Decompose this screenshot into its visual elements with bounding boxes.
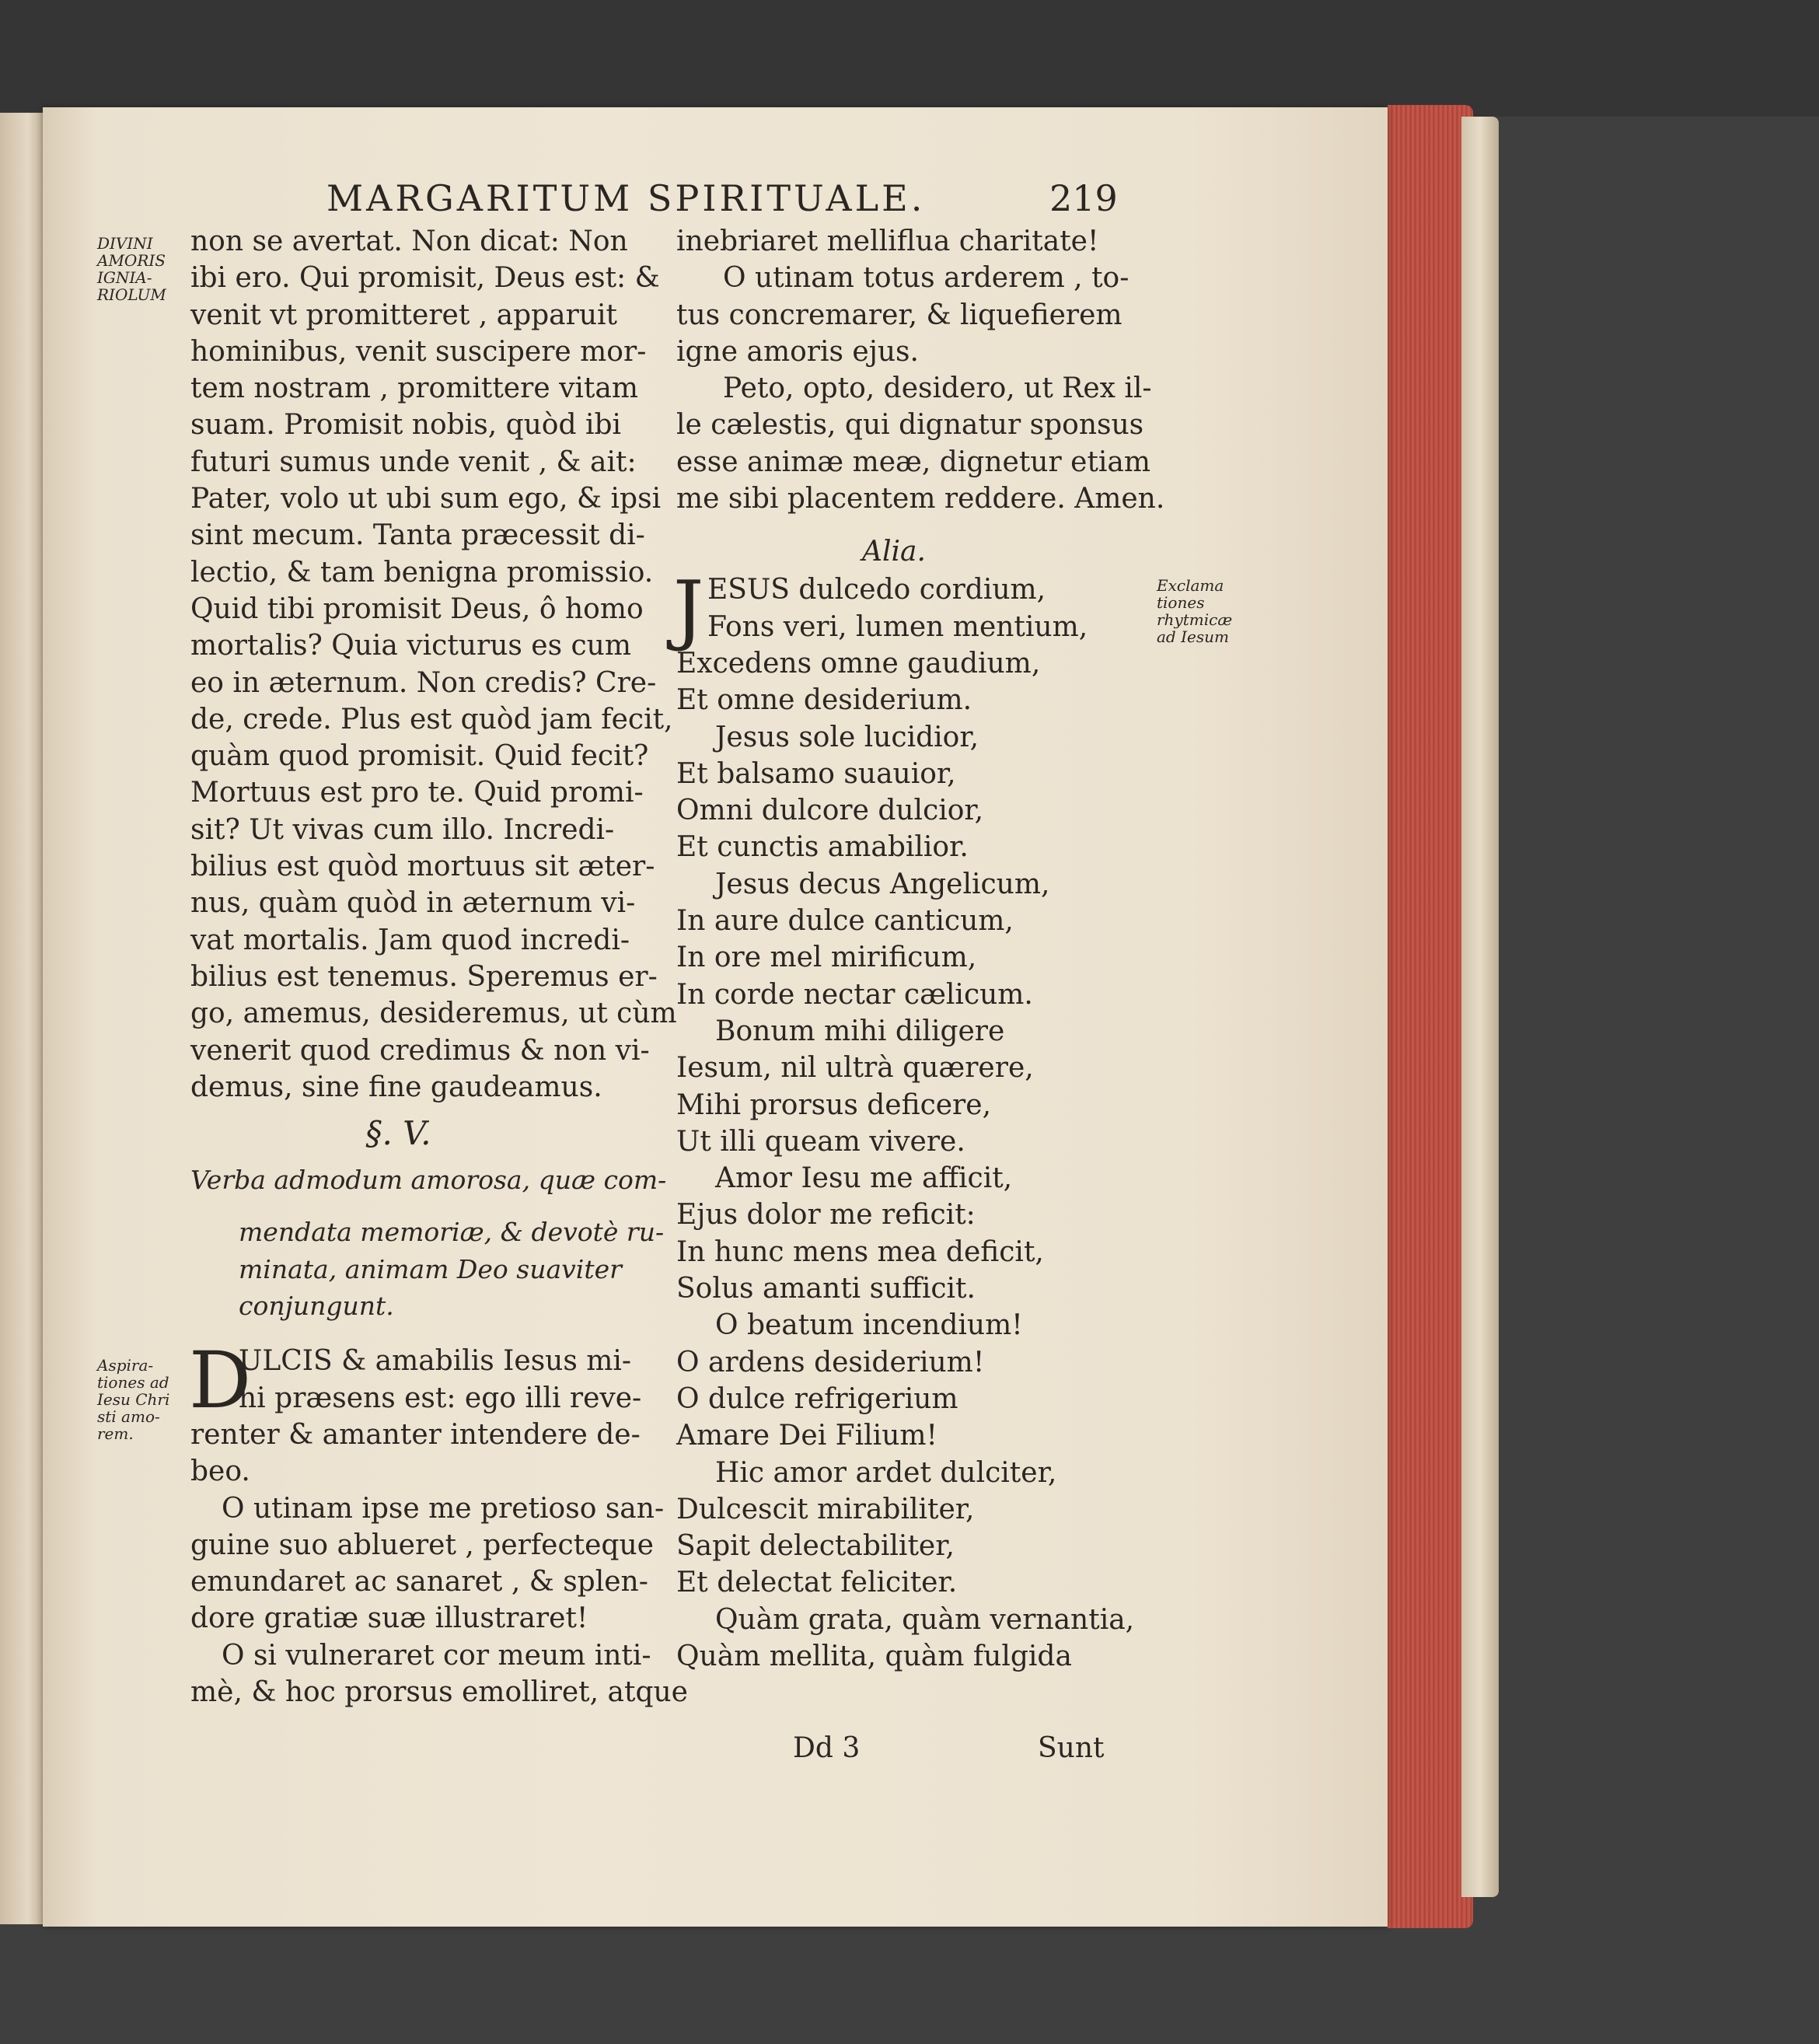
marginal-line: RIOLUM: [97, 285, 166, 304]
text-line: Peto, opto, desidero, ut Rex il-: [723, 372, 1152, 405]
signature-mark: Dd 3: [793, 1732, 861, 1764]
summary-line: mendata memoriæ, & devotè ru-: [239, 1217, 665, 1248]
hymn-line: O beatum incendium!: [715, 1309, 1023, 1342]
text-line: futuri sumus unde venit , & ait:: [190, 445, 637, 478]
drop-capital: J: [673, 565, 704, 655]
hymn-line: Et balsamo suauior,: [676, 757, 956, 790]
hymn-line: Et omne desiderium.: [676, 684, 972, 717]
text-line: de, crede. Plus est quòd jam fecit,: [190, 703, 673, 735]
marginal-line: tiones ad: [97, 1373, 169, 1392]
hymn-line: Solus amanti sufficit.: [676, 1273, 976, 1305]
text-line: O si vulneraret cor meum inti-: [222, 1639, 651, 1672]
text-line: Pater, volo ut ubi sum ego, & ipsi: [190, 483, 662, 515]
marginal-line: AMORIS: [97, 251, 166, 270]
hymn-line: Quàm mellita, quàm fulgida: [676, 1640, 1072, 1672]
hymn-line: Amor Iesu me afficit,: [715, 1162, 1013, 1195]
marginal-line: DIVINI: [97, 234, 153, 253]
hymn-dropcap-block: [673, 565, 1143, 655]
hymn-line: O dulce refrigerium: [676, 1382, 958, 1415]
text-line: hominibus, venit suscipere mor-: [190, 335, 647, 368]
text-line: bilius est tenemus. Speremus er-: [190, 960, 658, 993]
right-column: [673, 223, 1165, 1675]
text-line: dore gratiæ suæ illustraret!: [190, 1602, 588, 1635]
text-line: go, amemus, desideremus, ut cùm: [190, 998, 677, 1030]
hymn-line: In aure dulce canticum,: [676, 905, 1014, 938]
hymn-line: Jesus sole lucidior,: [715, 721, 979, 753]
summary-line: Verba admodum amorosa, quæ com-: [190, 1165, 667, 1196]
marginal-line: Iesu Chri: [97, 1390, 170, 1409]
dropcap-paragraph: [189, 1335, 669, 1427]
marginal-line: Exclama: [1157, 576, 1224, 595]
hymn-title: Alia.: [862, 536, 926, 568]
marginal-line: ad Iesum: [1157, 627, 1229, 646]
marginal-line: tiones: [1157, 593, 1205, 612]
text-line: tem nostram , promittere vitam: [190, 372, 638, 405]
text-line: tus concremarer, & liquefierem: [676, 299, 1122, 331]
hymn-line: Et cunctis amabilior.: [676, 831, 969, 864]
page-footer: [793, 1732, 1119, 1771]
marginal-line: rhytmicæ: [1157, 610, 1233, 629]
text-line: esse animæ meæ, dignetur etiam: [676, 445, 1151, 478]
text-line: guine suo ablueret , perfecteque: [190, 1529, 654, 1561]
hymn-line: In hunc mens mea deficit,: [676, 1235, 1044, 1268]
hymn-line: Ut illi queam vivere.: [676, 1125, 965, 1158]
marginal-line: rem.: [97, 1424, 134, 1443]
text-line: me sibi placentem reddere. Amen.: [676, 483, 1165, 515]
text-line: inebriaret melliflua charitate!: [676, 225, 1099, 257]
text-line: renter & amanter intendere de-: [190, 1418, 641, 1451]
text-line: lectio, & tam benigna promissio.: [190, 556, 654, 589]
page-header: [326, 177, 1135, 224]
text-line: demus, sine fine gaudeamus.: [190, 1071, 602, 1103]
text-line: hi præsens est: ego illi reve-: [239, 1382, 642, 1414]
text-line: vat mortalis. Jam quod incredi-: [190, 924, 630, 956]
drop-capital: D: [189, 1335, 252, 1427]
marginal-line: Aspira-: [97, 1356, 154, 1375]
text-line: ULCIS & amabilis Iesus mi-: [239, 1345, 632, 1378]
text-line: sint mecum. Tanta præcessit di-: [190, 519, 645, 552]
hymn-line: Omni dulcore dulcior,: [676, 795, 984, 827]
page-edge-red: [1388, 105, 1473, 1928]
hymn-line: Quàm grata, quàm vernantia,: [715, 1603, 1135, 1636]
section-heading: §. V.: [365, 1114, 431, 1153]
hymn-line: Amare Dei Filium!: [676, 1420, 937, 1452]
hymn-line: Bonum mihi diligere: [715, 1015, 1005, 1047]
text-line: igne amoris ejus.: [676, 335, 919, 368]
catchword: Sunt: [1038, 1732, 1105, 1764]
hymn-line: Hic amor ardet dulciter,: [715, 1456, 1057, 1489]
book-cover-edge: [1461, 117, 1499, 1897]
text-line: non se avertat. Non dicat: Non: [190, 225, 628, 257]
hymn-line: ESUS dulcedo cordium,: [707, 574, 1046, 606]
text-line: quàm quod promisit. Quid fecit?: [190, 740, 649, 773]
hymn-line: Fons veri, lumen mentium,: [707, 610, 1088, 643]
text-line: eo in æternum. Non credis? Cre-: [190, 666, 657, 699]
summary-line: minata, animam Deo suaviter: [239, 1253, 622, 1284]
hymn-line: Sapit delectabiliter,: [676, 1530, 955, 1563]
marginal-line: IGNIA-: [97, 268, 152, 287]
hymn-line: Iesum, nil ultrà quærere,: [676, 1052, 1034, 1085]
marginal-note-exclamationes: [1157, 577, 1232, 645]
text-line: mè, & hoc prorsus emolliret, atque: [190, 1675, 688, 1708]
hymn-line: Et delectat feliciter.: [676, 1567, 958, 1599]
hymn-line: Dulcescit mirabiliter,: [676, 1493, 975, 1525]
left-column: [189, 223, 688, 1710]
hymn-line: O ardens desiderium!: [676, 1346, 985, 1378]
hymn-line: Jesus decus Angelicum,: [715, 868, 1050, 900]
text-line: suam. Promisit nobis, quòd ibi: [190, 409, 622, 442]
text-line: venerit quod credimus & non vi-: [190, 1034, 650, 1067]
text-line: beo.: [190, 1455, 250, 1488]
marginal-note-aspirationes: [97, 1357, 169, 1442]
text-line: venit vt promitteret , apparuit: [190, 299, 618, 331]
text-line: bilius est quòd mortuus sit æter-: [190, 851, 655, 883]
summary-line: conjungunt.: [239, 1291, 394, 1322]
hymn-line: Mihi prorsus deficere,: [676, 1088, 992, 1121]
text-line: sit? Ut vivas cum illo. Incredi-: [190, 813, 615, 846]
text-line: mortalis? Quia victurus es cum: [190, 630, 631, 662]
text-line: nus, quàm quòd in æternum vi-: [190, 887, 636, 920]
page-number: 219: [1049, 177, 1118, 219]
hymn-line: Ejus dolor me reficit:: [676, 1199, 976, 1232]
hymn-line: In corde nectar cælicum.: [676, 978, 1033, 1011]
running-title: MARGARITUM SPIRITUALE.: [326, 177, 926, 219]
text-line: emundaret ac sanaret , & splen-: [190, 1566, 648, 1599]
text-line: O utinam ipse me pretioso san-: [222, 1492, 665, 1525]
text-line: O utinam totus arderem , to-: [723, 262, 1129, 295]
backdrop: [0, 0, 1819, 117]
text-line: Quid tibi promisit Deus, ô homo: [190, 592, 644, 625]
facing-page-edge: [0, 113, 47, 1924]
text-line: Mortuus est pro te. Quid promi-: [190, 777, 644, 809]
hymn-line: Excedens omne gaudium,: [676, 647, 1041, 680]
hymn-line: In ore mel mirificum,: [676, 942, 977, 974]
text-line: le cælestis, qui dignatur sponsus: [676, 409, 1144, 442]
marginal-note-divini-amoris: [97, 235, 166, 303]
text-line: ibi ero. Qui promisit, Deus est: &: [190, 262, 660, 295]
marginal-line: sti amo-: [97, 1407, 160, 1426]
